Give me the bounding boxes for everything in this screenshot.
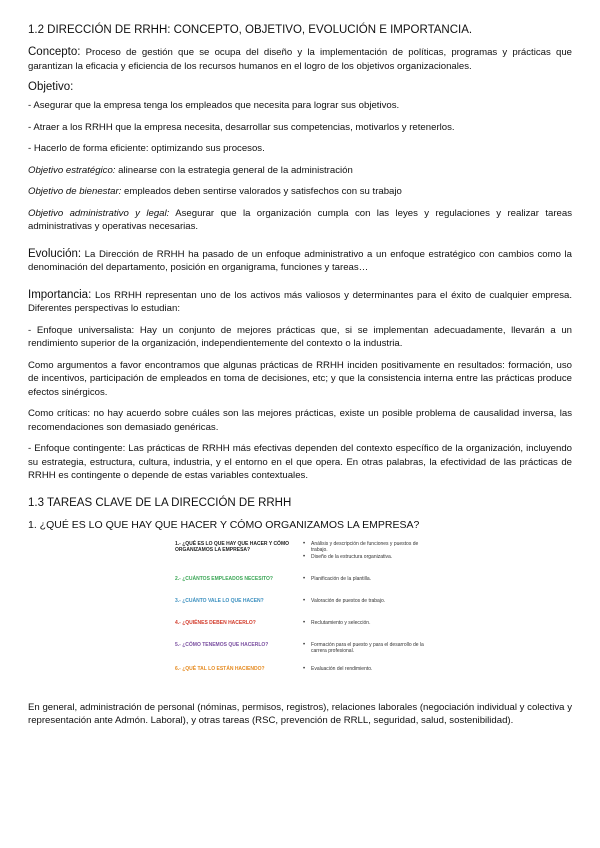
objetivo-item-2: - Atraer a los RRHH que la empresa necesita, desarrollar sus competencias, motivarlos y retenerlos. bbox=[28, 121, 455, 133]
bienestar-text: empleados deben sentirse valorados y satisfechos con su trabajo bbox=[124, 186, 402, 197]
document-page bbox=[28, 24, 572, 736]
figure-answer: Análisis y descripción de funciones y puestos de trabajo. bbox=[311, 540, 419, 553]
evolucion-text: La Dirección de RRHH ha pasado de un enfoque administrativo a un enfoque estratégico con cambios como la denominación del departamento, posición en organigrama, funciones y tareas… bbox=[28, 248, 572, 273]
tasks-figure bbox=[175, 541, 425, 691]
concepto-paragraph bbox=[28, 46, 572, 73]
bullet-icon: • bbox=[303, 665, 306, 672]
evolucion-paragraph bbox=[28, 248, 572, 275]
objetivo-item-3: - Hacerlo de forma eficiente: optimizando sus procesos. bbox=[28, 143, 265, 154]
figure-question: 2.- ¿CUÁNTOS EMPLEADOS NECESITO? bbox=[175, 575, 273, 582]
section-question-1: 1. ¿QUÉ ES LO QUE HAY QUE HACER Y CÓMO ORGANIZAMOS LA EMPRESA? bbox=[28, 518, 420, 531]
argumentos-paragraph: Como argumentos a favor encontramos que algunas prácticas de RRHH inciden positivamente en resultados: formación, uso de incentivos, participación de empleados en toma de decisiones, etc; y que la consistencia interna entre las prácticas produce efectos sinérgicos. bbox=[28, 359, 572, 398]
figure-row bbox=[175, 666, 425, 688]
bullet-icon: • bbox=[303, 575, 306, 582]
figure-row bbox=[175, 576, 425, 598]
objetivo-heading: Objetivo: bbox=[28, 81, 74, 93]
criticas-paragraph: Como críticas: no hay acuerdo sobre cuáles son las mejores prácticas, existe un posible problema de causalidad inversa, las recomendaciones son demasiado genéricas. bbox=[28, 408, 572, 433]
figure-row bbox=[175, 598, 425, 620]
estrategico-text: alinearse con la estrategia general de la administración bbox=[118, 164, 353, 176]
objetivo-legal bbox=[28, 207, 572, 234]
figure-answer: Reclutamiento y selección. bbox=[311, 619, 371, 626]
figure-answer: Diseño de la estructura organizativa. bbox=[311, 553, 393, 560]
legal-text: Asegurar que la organización cumpla con las leyes y regulaciones y realizar tareas administrativas y operativas necesarias. bbox=[28, 207, 572, 232]
figure-row bbox=[175, 541, 425, 563]
figure-question: 6.- ¿QUÉ TAL LO ESTÁN HACIENDO? bbox=[175, 665, 265, 672]
bullet-icon: • bbox=[303, 641, 306, 648]
section-title-1-2: 1.2 DIRECCIÓN DE RRHH: CONCEPTO, OBJETIVO, EVOLUCIÓN E IMPORTANCIA. bbox=[28, 24, 473, 36]
importancia-text: Los RRHH representan uno de los activos más valiosos y determinantes para el éxito de cualquier empresa. Diferentes perspectivas lo estudian: bbox=[28, 289, 572, 314]
enfoque-contingente: - Enfoque contingente: Las prácticas de RRHH más efectivas dependen del contexto específico de la organización, incluyendo su estrategia, estructura, cultura, industria, y el entorno en el que opera. En otras palabras, la efectividad de las prácticas de RRHH es contingente o depende de estas variables contextuales. bbox=[28, 443, 572, 481]
bullet-icon: • bbox=[303, 619, 306, 626]
figure-question: 4.- ¿QUIÉNES DEBEN HACERLO? bbox=[175, 619, 256, 626]
figure-answer: Evaluación del rendimiento. bbox=[311, 665, 373, 672]
figure-answer: Formación para el puesto y para el desarrollo de la carrera profesional. bbox=[311, 641, 424, 654]
concepto-text: Proceso de gestión que se ocupa del diseño y la implementación de políticas, programas y prácticas que garantizan la eficacia y eficiencia de los recursos humanos en el logro de los objetivos organizacionales. bbox=[28, 47, 572, 72]
bullet-icon: • bbox=[303, 553, 306, 560]
bienestar-label: Objetivo de bienestar: bbox=[28, 186, 122, 197]
estrategico-label: Objetivo estratégico: bbox=[28, 164, 116, 176]
objetivo-bienestar bbox=[28, 185, 572, 199]
conclusion-paragraph: En general, administración de personal (nóminas, permisos, registros), relaciones laborales (negociación individual y colectiva y representación ante Admón. Laboral), y otras tareas (RSC, prevención de RRLL, seguridad, salud, sostenibilidad). bbox=[28, 701, 572, 726]
legal-label: Objetivo administrativo y legal: bbox=[28, 207, 170, 219]
evolucion-label: Evolución: bbox=[28, 247, 82, 260]
figure-row bbox=[175, 642, 425, 664]
figure-question: 5.- ¿CÓMO TENEMOS QUE HACERLO? bbox=[175, 641, 269, 648]
objetivo-estrategico bbox=[28, 164, 572, 178]
figure-question: 1.- ¿QUÉ ES LO QUE HAY QUE HACER Y CÓMO ORGANIZAMOS LA EMPRESA? bbox=[175, 540, 290, 553]
concepto-label: Concepto: bbox=[28, 46, 81, 58]
figure-question: 3.- ¿CUÁNTO VALE LO QUE HACEN? bbox=[175, 597, 264, 604]
figure-answer: Valoración de puestos de trabajo. bbox=[311, 597, 386, 604]
importancia-paragraph bbox=[28, 289, 572, 316]
enfoque-universalista: - Enfoque universalista: Hay un conjunto de mejores prácticas que, si se implementan adecuadamente, llevarán a un rendimiento superior de la organización, independientemente del contexto o la industria. bbox=[28, 324, 572, 349]
bullet-icon: • bbox=[303, 597, 306, 604]
objetivo-item-1: - Asegurar que la empresa tenga los empleados que necesita para lograr sus objetivos. bbox=[28, 100, 400, 111]
section-title-1-3: 1.3 TAREAS CLAVE DE LA DIRECCIÓN DE RRHH bbox=[28, 496, 292, 509]
figure-row bbox=[175, 620, 425, 642]
importancia-label: Importancia: bbox=[28, 288, 92, 301]
figure-answer: Planificación de la plantilla. bbox=[311, 575, 372, 582]
bullet-icon: • bbox=[303, 540, 306, 547]
